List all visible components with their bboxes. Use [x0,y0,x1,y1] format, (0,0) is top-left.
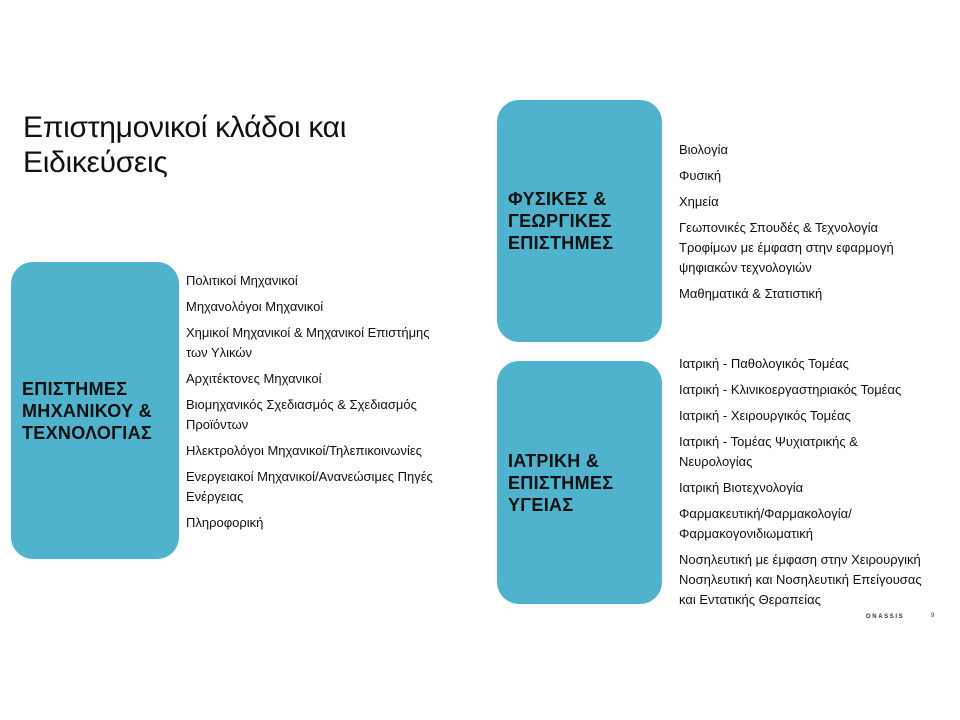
specialty-item [679,432,949,472]
specialty-item [679,406,949,426]
specialty-item [679,550,949,610]
page-title-line-1: Επιστημονικοί κλάδοι και [23,111,347,144]
category-box-medical-sciences [497,361,662,604]
specialty-item-line: Βιομηχανικός Σχεδιασμός & Σχεδιασμός [186,397,417,412]
page-title [23,110,403,180]
specialty-item-line: και Εντατικής Θεραπείας [679,592,821,607]
specialty-item-line: Ιατρική Βιοτεχνολογία [679,480,804,495]
specialty-item [679,284,949,304]
specialty-item [186,323,486,363]
specialty-item-line: Φαρμακογονιδιωματική [679,526,814,541]
category-label-line: ΜΗΧΑΝΙΚΟΥ & [22,400,152,421]
category-label-line: ΕΠΙΣΤΗΜΕΣ [508,233,614,253]
specialty-item [186,369,486,389]
specialty-item-line: Φαρμακευτική/Φαρμακολογία/ [679,506,852,521]
category-label-line: ΤΕΧΝΟΛΟΓΙΑΣ [22,422,152,443]
specialty-list-medical-sciences [679,354,949,616]
specialty-item-line: Αρχιτέκτονες Μηχανικοί [186,371,322,386]
specialty-item-line: Γεωπονικές Σπουδές & Τεχνολογία [679,220,879,235]
specialty-item [186,441,486,461]
category-label-line: ΕΠΙΣΤΗΜΕΣ [22,378,128,399]
specialty-item-line: Νοσηλευτική με έμφαση στην Χειρουργική [679,552,921,567]
specialty-item [679,354,949,374]
page-title-line-2: Ειδικεύσεις [23,146,168,179]
specialty-item [186,271,486,291]
category-label-line: ΓΕΩΡΓΙΚΕΣ [508,211,612,231]
specialty-item [186,395,486,435]
specialty-item [186,297,486,317]
specialty-item-line: Ιατρική - Τομέας Ψυχιατρικής & [679,434,858,449]
category-label-medical-sciences [508,450,613,516]
specialty-item-line: Νευρολογίας [679,454,753,469]
specialty-item-line: Βιολογία [679,142,728,157]
category-label-engineering [22,378,152,444]
specialty-item-line: Ηλεκτρολόγοι Μηχανικοί/Τηλεπικοινωνίες [186,443,422,458]
category-label-line: ΥΓΕΙΑΣ [508,494,574,515]
specialty-item-line: Φυσική [679,168,722,183]
page-number: 9 [931,613,935,619]
specialty-item-line: Νοσηλευτική και Νοσηλευτική Επείγουσας [679,572,922,587]
specialty-item [679,478,949,498]
specialty-item-line: Χημικοί Μηχανικοί & Μηχανικοί Επιστήμης [186,325,430,340]
specialty-item [679,192,949,212]
specialty-list-engineering [186,271,486,539]
specialty-item-line: Ενεργειακοί Μηχανικοί/Ανανεώσιμες Πηγές [186,469,433,484]
category-label-physical-sciences [508,188,613,254]
specialty-item-line: ψηφιακών τεχνολογιών [679,260,812,275]
category-box-physical-sciences [497,100,662,342]
specialty-item-line: Τροφίμων με έμφαση στην εφαρμογή [679,240,894,255]
specialty-item-line: Μηχανολόγοι Μηχανικοί [186,299,324,314]
specialty-list-physical-sciences [679,140,949,310]
specialty-item-line: Ιατρική - Παθολογικός Τομέας [679,356,849,371]
specialty-item [679,140,949,160]
specialty-item-line: Μαθηματικά & Στατιστική [679,286,823,301]
category-label-line: ΙΑΤΡΙΚΗ & [508,450,600,471]
category-label-line: ΦΥΣΙΚΕΣ & [508,189,607,209]
specialty-item-line: Ιατρική - Χειρουργικός Τομέας [679,408,851,423]
specialty-item [679,504,949,544]
category-box-engineering [11,262,179,559]
specialty-item-line: Ενέργειας [186,489,244,504]
specialty-item-line: Πολιτικοί Μηχανικοί [186,273,298,288]
specialty-item [679,166,949,186]
specialty-item-line: των Υλικών [186,345,253,360]
specialty-item-line: Ιατρική - Κλινικοεργαστηριακός Τομέας [679,382,902,397]
category-label-line: ΕΠΙΣΤΗΜΕΣ [508,472,614,493]
specialty-item-line: Προϊόντων [186,417,249,432]
specialty-item-line: Χημεία [679,194,719,209]
specialty-item [186,467,486,507]
onassis-logo: ONASSIS [866,614,905,620]
specialty-item-line: Πληροφορική [186,515,264,530]
specialty-item [679,218,949,278]
specialty-item [679,380,949,400]
specialty-item [186,513,486,533]
